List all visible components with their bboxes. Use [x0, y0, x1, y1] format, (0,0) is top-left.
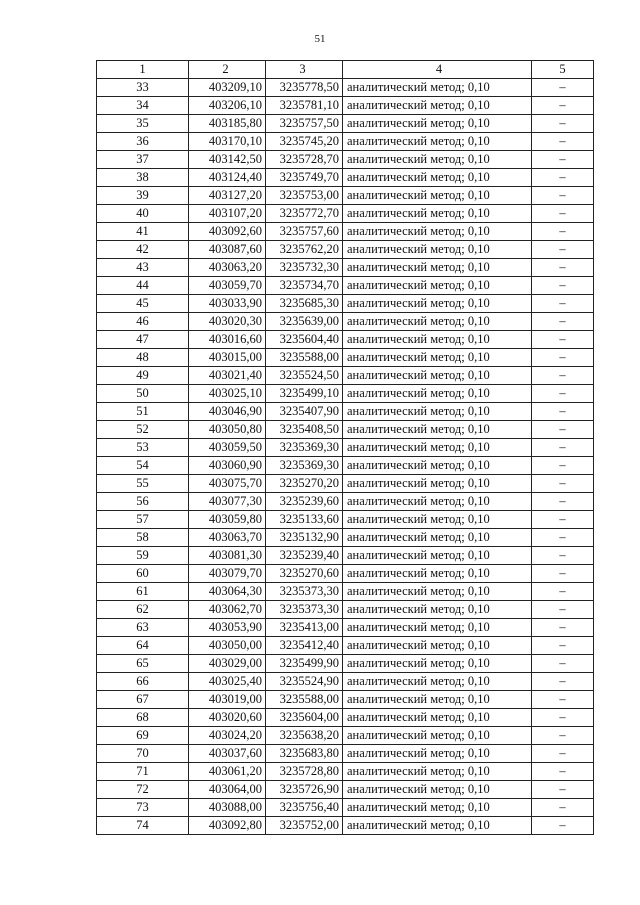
table-row [97, 295, 594, 313]
x-coordinate-cell: 403107,20 [189, 205, 266, 223]
table-row [97, 367, 594, 385]
y-coordinate-cell: 3235133,60 [266, 511, 343, 529]
y-coordinate-cell: 3235753,00 [266, 187, 343, 205]
point-number-cell: 62 [97, 601, 189, 619]
note-cell: – [532, 781, 594, 799]
x-coordinate-cell: 403075,70 [189, 475, 266, 493]
note-cell: – [532, 295, 594, 313]
y-coordinate-cell: 3235499,90 [266, 655, 343, 673]
note-cell: – [532, 133, 594, 151]
table-row [97, 763, 594, 781]
x-coordinate-cell: 403062,70 [189, 601, 266, 619]
x-coordinate-cell: 403206,10 [189, 97, 266, 115]
point-number-cell: 72 [97, 781, 189, 799]
y-coordinate-cell: 3235270,60 [266, 565, 343, 583]
x-coordinate-cell: 403053,90 [189, 619, 266, 637]
y-coordinate-cell: 3235588,00 [266, 349, 343, 367]
x-coordinate-cell: 403059,80 [189, 511, 266, 529]
note-cell: – [532, 763, 594, 781]
x-coordinate-cell: 403050,00 [189, 637, 266, 655]
table-row [97, 115, 594, 133]
point-number-cell: 66 [97, 673, 189, 691]
x-coordinate-cell: 403025,40 [189, 673, 266, 691]
method-cell: аналитический метод; 0,10 [343, 511, 532, 529]
method-cell: аналитический метод; 0,10 [343, 583, 532, 601]
x-coordinate-cell: 403016,60 [189, 331, 266, 349]
y-coordinate-cell: 3235726,90 [266, 781, 343, 799]
y-coordinate-cell: 3235588,00 [266, 691, 343, 709]
y-coordinate-cell: 3235270,20 [266, 475, 343, 493]
note-cell: – [532, 727, 594, 745]
x-coordinate-cell: 403087,60 [189, 241, 266, 259]
table-row [97, 637, 594, 655]
method-cell: аналитический метод; 0,10 [343, 187, 532, 205]
method-cell: аналитический метод; 0,10 [343, 601, 532, 619]
point-number-cell: 52 [97, 421, 189, 439]
method-cell: аналитический метод; 0,10 [343, 457, 532, 475]
note-cell: – [532, 583, 594, 601]
method-cell: аналитический метод; 0,10 [343, 133, 532, 151]
point-number-cell: 34 [97, 97, 189, 115]
table-row [97, 475, 594, 493]
note-cell: – [532, 313, 594, 331]
table-row [97, 817, 594, 835]
point-number-cell: 68 [97, 709, 189, 727]
table-row [97, 691, 594, 709]
x-coordinate-cell: 403029,00 [189, 655, 266, 673]
column-header-5: 5 [532, 61, 594, 79]
point-number-cell: 45 [97, 295, 189, 313]
method-cell: аналитический метод; 0,10 [343, 529, 532, 547]
method-cell: аналитический метод; 0,10 [343, 763, 532, 781]
point-number-cell: 74 [97, 817, 189, 835]
x-coordinate-cell: 403124,40 [189, 169, 266, 187]
note-cell: – [532, 799, 594, 817]
y-coordinate-cell: 3235728,70 [266, 151, 343, 169]
column-header-2: 2 [189, 61, 266, 79]
method-cell: аналитический метод; 0,10 [343, 259, 532, 277]
note-cell: – [532, 475, 594, 493]
x-coordinate-cell: 403064,00 [189, 781, 266, 799]
method-cell: аналитический метод; 0,10 [343, 223, 532, 241]
point-number-cell: 64 [97, 637, 189, 655]
note-cell: – [532, 97, 594, 115]
point-number-cell: 69 [97, 727, 189, 745]
note-cell: – [532, 421, 594, 439]
point-number-cell: 47 [97, 331, 189, 349]
column-header-1: 1 [97, 61, 189, 79]
table-row [97, 799, 594, 817]
method-cell: аналитический метод; 0,10 [343, 673, 532, 691]
method-cell: аналитический метод; 0,10 [343, 79, 532, 97]
point-number-cell: 56 [97, 493, 189, 511]
point-number-cell: 73 [97, 799, 189, 817]
note-cell: – [532, 205, 594, 223]
point-number-cell: 41 [97, 223, 189, 241]
x-coordinate-cell: 403063,70 [189, 529, 266, 547]
note-cell: – [532, 331, 594, 349]
method-cell: аналитический метод; 0,10 [343, 691, 532, 709]
y-coordinate-cell: 3235524,50 [266, 367, 343, 385]
method-cell: аналитический метод; 0,10 [343, 421, 532, 439]
table-row [97, 781, 594, 799]
x-coordinate-cell: 403077,30 [189, 493, 266, 511]
table-row [97, 511, 594, 529]
point-number-cell: 60 [97, 565, 189, 583]
method-cell: аналитический метод; 0,10 [343, 655, 532, 673]
point-number-cell: 63 [97, 619, 189, 637]
note-cell: – [532, 385, 594, 403]
table-row [97, 205, 594, 223]
coordinates-table [96, 60, 594, 835]
point-number-cell: 59 [97, 547, 189, 565]
y-coordinate-cell: 3235756,40 [266, 799, 343, 817]
x-coordinate-cell: 403037,60 [189, 745, 266, 763]
point-number-cell: 58 [97, 529, 189, 547]
x-coordinate-cell: 403060,90 [189, 457, 266, 475]
table-row [97, 619, 594, 637]
x-coordinate-cell: 403015,00 [189, 349, 266, 367]
x-coordinate-cell: 403033,90 [189, 295, 266, 313]
table-row [97, 169, 594, 187]
note-cell: – [532, 817, 594, 835]
point-number-cell: 37 [97, 151, 189, 169]
note-cell: – [532, 403, 594, 421]
note-cell: – [532, 367, 594, 385]
note-cell: – [532, 619, 594, 637]
method-cell: аналитический метод; 0,10 [343, 565, 532, 583]
note-cell: – [532, 187, 594, 205]
x-coordinate-cell: 403064,30 [189, 583, 266, 601]
y-coordinate-cell: 3235745,20 [266, 133, 343, 151]
note-cell: – [532, 709, 594, 727]
y-coordinate-cell: 3235752,00 [266, 817, 343, 835]
method-cell: аналитический метод; 0,10 [343, 493, 532, 511]
table-row [97, 223, 594, 241]
x-coordinate-cell: 403021,40 [189, 367, 266, 385]
y-coordinate-cell: 3235373,30 [266, 583, 343, 601]
note-cell: – [532, 691, 594, 709]
note-cell: – [532, 457, 594, 475]
table-row [97, 601, 594, 619]
method-cell: аналитический метод; 0,10 [343, 619, 532, 637]
note-cell: – [532, 511, 594, 529]
table-row [97, 331, 594, 349]
note-cell: – [532, 439, 594, 457]
point-number-cell: 57 [97, 511, 189, 529]
table-row [97, 97, 594, 115]
note-cell: – [532, 601, 594, 619]
note-cell: – [532, 79, 594, 97]
method-cell: аналитический метод; 0,10 [343, 799, 532, 817]
point-number-cell: 39 [97, 187, 189, 205]
x-coordinate-cell: 403170,10 [189, 133, 266, 151]
y-coordinate-cell: 3235239,60 [266, 493, 343, 511]
x-coordinate-cell: 403025,10 [189, 385, 266, 403]
note-cell: – [532, 529, 594, 547]
method-cell: аналитический метод; 0,10 [343, 169, 532, 187]
point-number-cell: 71 [97, 763, 189, 781]
note-cell: – [532, 547, 594, 565]
y-coordinate-cell: 3235683,80 [266, 745, 343, 763]
note-cell: – [532, 565, 594, 583]
table-row [97, 709, 594, 727]
note-cell: – [532, 349, 594, 367]
x-coordinate-cell: 403020,30 [189, 313, 266, 331]
x-coordinate-cell: 403059,70 [189, 277, 266, 295]
y-coordinate-cell: 3235757,50 [266, 115, 343, 133]
y-coordinate-cell: 3235132,90 [266, 529, 343, 547]
note-cell: – [532, 673, 594, 691]
y-coordinate-cell: 3235638,20 [266, 727, 343, 745]
table-row [97, 745, 594, 763]
x-coordinate-cell: 403092,60 [189, 223, 266, 241]
table-row [97, 529, 594, 547]
note-cell: – [532, 655, 594, 673]
method-cell: аналитический метод; 0,10 [343, 709, 532, 727]
note-cell: – [532, 151, 594, 169]
table-row [97, 439, 594, 457]
method-cell: аналитический метод; 0,10 [343, 727, 532, 745]
x-coordinate-cell: 403061,20 [189, 763, 266, 781]
y-coordinate-cell: 3235408,50 [266, 421, 343, 439]
point-number-cell: 46 [97, 313, 189, 331]
y-coordinate-cell: 3235239,40 [266, 547, 343, 565]
point-number-cell: 51 [97, 403, 189, 421]
point-number-cell: 36 [97, 133, 189, 151]
method-cell: аналитический метод; 0,10 [343, 97, 532, 115]
note-cell: – [532, 277, 594, 295]
table-row [97, 457, 594, 475]
y-coordinate-cell: 3235369,30 [266, 457, 343, 475]
point-number-cell: 49 [97, 367, 189, 385]
y-coordinate-cell: 3235685,30 [266, 295, 343, 313]
point-number-cell: 55 [97, 475, 189, 493]
x-coordinate-cell: 403063,20 [189, 259, 266, 277]
x-coordinate-cell: 403185,80 [189, 115, 266, 133]
table-row [97, 403, 594, 421]
x-coordinate-cell: 403020,60 [189, 709, 266, 727]
method-cell: аналитический метод; 0,10 [343, 781, 532, 799]
method-cell: аналитический метод; 0,10 [343, 151, 532, 169]
point-number-cell: 33 [97, 79, 189, 97]
x-coordinate-cell: 403024,20 [189, 727, 266, 745]
table-row [97, 565, 594, 583]
method-cell: аналитический метод; 0,10 [343, 475, 532, 493]
point-number-cell: 50 [97, 385, 189, 403]
x-coordinate-cell: 403019,00 [189, 691, 266, 709]
table-row [97, 421, 594, 439]
method-cell: аналитический метод; 0,10 [343, 817, 532, 835]
x-coordinate-cell: 403046,90 [189, 403, 266, 421]
point-number-cell: 70 [97, 745, 189, 763]
point-number-cell: 44 [97, 277, 189, 295]
y-coordinate-cell: 3235604,00 [266, 709, 343, 727]
table-header-row [97, 61, 594, 79]
point-number-cell: 54 [97, 457, 189, 475]
table-row [97, 187, 594, 205]
note-cell: – [532, 223, 594, 241]
table-row [97, 547, 594, 565]
x-coordinate-cell: 403079,70 [189, 565, 266, 583]
note-cell: – [532, 115, 594, 133]
table-row [97, 349, 594, 367]
y-coordinate-cell: 3235412,40 [266, 637, 343, 655]
y-coordinate-cell: 3235762,20 [266, 241, 343, 259]
table-row [97, 133, 594, 151]
point-number-cell: 61 [97, 583, 189, 601]
y-coordinate-cell: 3235732,30 [266, 259, 343, 277]
y-coordinate-cell: 3235499,10 [266, 385, 343, 403]
method-cell: аналитический метод; 0,10 [343, 403, 532, 421]
y-coordinate-cell: 3235749,70 [266, 169, 343, 187]
y-coordinate-cell: 3235778,50 [266, 79, 343, 97]
note-cell: – [532, 259, 594, 277]
table-row [97, 493, 594, 511]
table-row [97, 259, 594, 277]
method-cell: аналитический метод; 0,10 [343, 637, 532, 655]
y-coordinate-cell: 3235757,60 [266, 223, 343, 241]
table-row [97, 241, 594, 259]
note-cell: – [532, 241, 594, 259]
note-cell: – [532, 493, 594, 511]
table-row [97, 655, 594, 673]
y-coordinate-cell: 3235781,10 [266, 97, 343, 115]
method-cell: аналитический метод; 0,10 [343, 745, 532, 763]
point-number-cell: 38 [97, 169, 189, 187]
point-number-cell: 53 [97, 439, 189, 457]
column-header-4: 4 [343, 61, 532, 79]
method-cell: аналитический метод; 0,10 [343, 439, 532, 457]
y-coordinate-cell: 3235413,00 [266, 619, 343, 637]
point-number-cell: 43 [97, 259, 189, 277]
x-coordinate-cell: 403050,80 [189, 421, 266, 439]
point-number-cell: 65 [97, 655, 189, 673]
y-coordinate-cell: 3235639,00 [266, 313, 343, 331]
method-cell: аналитический метод; 0,10 [343, 277, 532, 295]
x-coordinate-cell: 403127,20 [189, 187, 266, 205]
y-coordinate-cell: 3235524,90 [266, 673, 343, 691]
method-cell: аналитический метод; 0,10 [343, 295, 532, 313]
table-row [97, 727, 594, 745]
column-header-3: 3 [266, 61, 343, 79]
y-coordinate-cell: 3235734,70 [266, 277, 343, 295]
method-cell: аналитический метод; 0,10 [343, 115, 532, 133]
y-coordinate-cell: 3235369,30 [266, 439, 343, 457]
point-number-cell: 48 [97, 349, 189, 367]
method-cell: аналитический метод; 0,10 [343, 547, 532, 565]
method-cell: аналитический метод; 0,10 [343, 367, 532, 385]
x-coordinate-cell: 403209,10 [189, 79, 266, 97]
table-row [97, 673, 594, 691]
method-cell: аналитический метод; 0,10 [343, 241, 532, 259]
y-coordinate-cell: 3235407,90 [266, 403, 343, 421]
method-cell: аналитический метод; 0,10 [343, 331, 532, 349]
note-cell: – [532, 637, 594, 655]
note-cell: – [532, 745, 594, 763]
y-coordinate-cell: 3235728,80 [266, 763, 343, 781]
table-body [97, 79, 594, 835]
table-row [97, 385, 594, 403]
note-cell: – [532, 169, 594, 187]
table-row [97, 583, 594, 601]
point-number-cell: 35 [97, 115, 189, 133]
point-number-cell: 42 [97, 241, 189, 259]
method-cell: аналитический метод; 0,10 [343, 205, 532, 223]
point-number-cell: 40 [97, 205, 189, 223]
x-coordinate-cell: 403059,50 [189, 439, 266, 457]
table-row [97, 277, 594, 295]
method-cell: аналитический метод; 0,10 [343, 313, 532, 331]
table-row [97, 151, 594, 169]
method-cell: аналитический метод; 0,10 [343, 349, 532, 367]
page-number: 51 [314, 33, 326, 45]
x-coordinate-cell: 403092,80 [189, 817, 266, 835]
y-coordinate-cell: 3235772,70 [266, 205, 343, 223]
method-cell: аналитический метод; 0,10 [343, 385, 532, 403]
y-coordinate-cell: 3235373,30 [266, 601, 343, 619]
x-coordinate-cell: 403088,00 [189, 799, 266, 817]
x-coordinate-cell: 403142,50 [189, 151, 266, 169]
x-coordinate-cell: 403081,30 [189, 547, 266, 565]
table-row [97, 79, 594, 97]
y-coordinate-cell: 3235604,40 [266, 331, 343, 349]
point-number-cell: 67 [97, 691, 189, 709]
table-row [97, 313, 594, 331]
